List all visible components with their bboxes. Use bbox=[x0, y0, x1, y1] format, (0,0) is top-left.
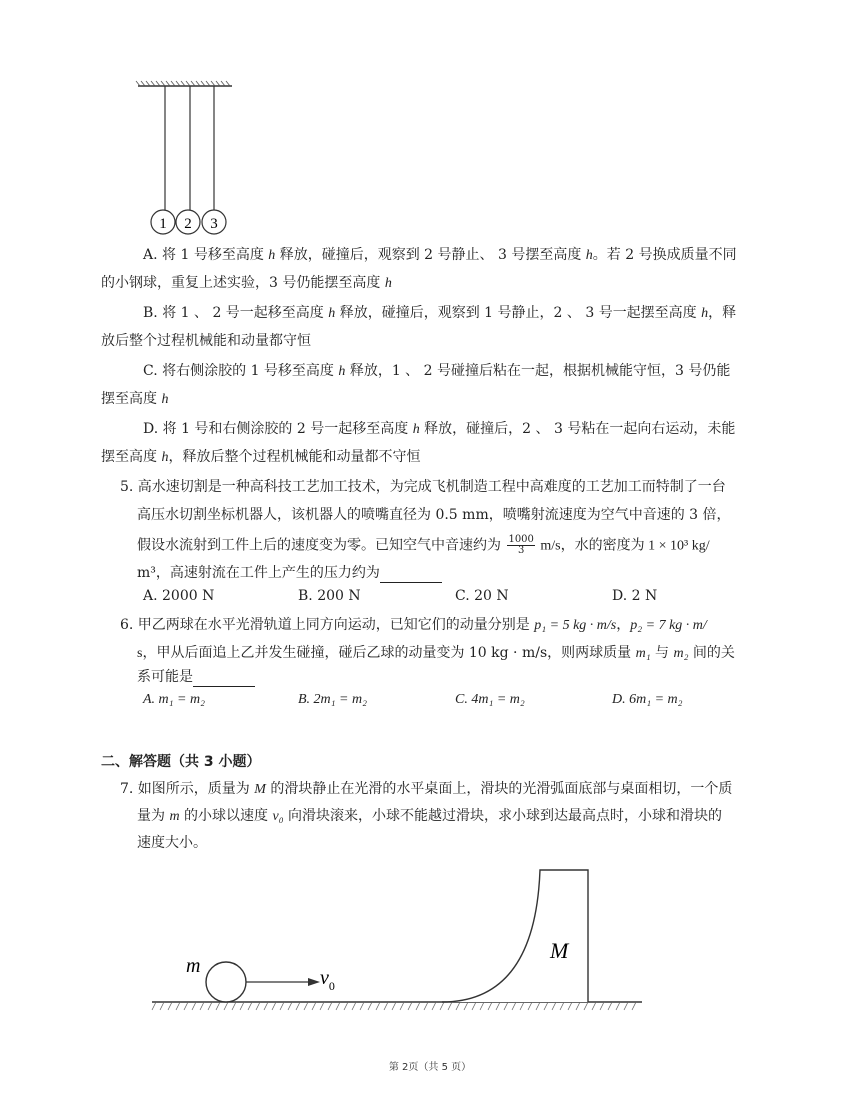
q6-line3: 系可能是 bbox=[137, 667, 255, 687]
q6-line2: s，甲从后面追上乙并发生碰撞，碰后乙球的动量变为 10 kg · m/s，则两球质量 m₁ 与 m₂ 间的关 bbox=[137, 645, 735, 661]
q4-option-d-line1: D. 将 1 号和右侧涂胶的 2 号一起移至高度 h 释放，碰撞后，2 、 3 号粘在一起向右运动，未能 bbox=[143, 421, 736, 437]
q6-option-c: C. 4m₁ = m₂ bbox=[455, 692, 525, 707]
q5-line1: 5. 高水速切割是一种高科技工艺加工技术，为完成飞机制造工程中高难度的工艺加工而特制了一台 bbox=[120, 479, 726, 495]
slide-block-figure bbox=[150, 860, 650, 1020]
velocity-label: $v_0$ bbox=[320, 967, 335, 993]
ball-1-label: 1 bbox=[159, 216, 167, 232]
pendulum-figure bbox=[130, 80, 240, 240]
ball-2-label: 2 bbox=[184, 216, 192, 232]
q7-line1: 7. 如图所示，质量为 M 的滑块静止在光滑的水平桌面上，滑块的光滑弧面底部与桌面相切，一个质 bbox=[120, 781, 733, 797]
q6-option-b: B. 2m₁ = m₂ bbox=[298, 692, 367, 707]
q4-option-a-line2: 的小钢球，重复上述实验，3 号仍能摆至高度 h bbox=[101, 275, 392, 291]
q5-option-a: A. 2000 N bbox=[143, 588, 215, 604]
q5-option-b: B. 200 N bbox=[298, 588, 361, 604]
q7-line2: 量为 m 的小球以速度 v₀ 向滑块滚来，小球不能越过滑块，求小球到达最高点时，小球和滑块的 bbox=[137, 808, 723, 824]
q7-line3: 速度大小。 bbox=[137, 835, 207, 851]
page-footer: 第 2页（共 5 页） bbox=[388, 1062, 472, 1073]
q5-line4: m³，高速射流在工件上产生的压力约为 bbox=[137, 563, 442, 583]
q4-option-d-line2: 摆至高度 h，释放后整个过程机械能和动量都不守恒 bbox=[101, 449, 421, 465]
answer-blank bbox=[193, 672, 255, 687]
q4-option-b-line1: B. 将 1 、 2 号一起移至高度 h 释放，碰撞后，观察到 1 号静止，2 、 3 号一起摆至高度 h，释 bbox=[143, 305, 737, 321]
q6-line1: 6. 甲乙两球在水平光滑轨道上同方向运动，已知它们的动量分别是 p₁ = 5 kg · m/s，p₂ = 7 kg · m/ bbox=[120, 617, 707, 633]
block-mass-label: M bbox=[550, 938, 569, 963]
answer-blank bbox=[380, 568, 442, 583]
q5-line2: 高压水切割坐标机器人，该机器人的喷嘴直径为 0.5 mm，喷嘴射流速度为空气中音速的 3 倍， bbox=[137, 507, 731, 523]
ball-3-label: 3 bbox=[210, 216, 218, 232]
ball-mass-label: m bbox=[186, 955, 201, 977]
section-heading: 二、解答题（共 3 小题） bbox=[101, 754, 261, 770]
q5-option-d: D. 2 N bbox=[612, 588, 658, 604]
q5-option-c: C. 20 N bbox=[455, 588, 509, 604]
q4-option-c-line1: C. 将右侧涂胶的 1 号移至高度 h 释放，1 、 2 号碰撞后粘在一起，根据机械能守恒，3 号仍能 bbox=[143, 363, 731, 379]
q5-line3: 假设水流射到工件上后的速度变为零。已知空气中音速约为 $\frac{1000}{3}$ m/s，水的密度为 1 × 10³ kg/ bbox=[137, 534, 710, 556]
q6-option-d: D. 6m₁ = m₂ bbox=[612, 692, 683, 707]
q6-option-a: A. m₁ = m₂ bbox=[143, 692, 205, 707]
speed-fraction: $\frac{1000}{3}$ bbox=[508, 534, 534, 556]
q4-option-a-line1: A. 将 1 号移至高度 h 释放，碰撞后，观察到 2 号静止、 3 号摆至高度 h。若 2 号换成质量不同 bbox=[143, 247, 737, 263]
q4-option-c-line2: 摆至高度 h bbox=[101, 391, 169, 407]
q4-option-b-line2: 放后整个过程机械能和动量都守恒 bbox=[101, 333, 311, 349]
